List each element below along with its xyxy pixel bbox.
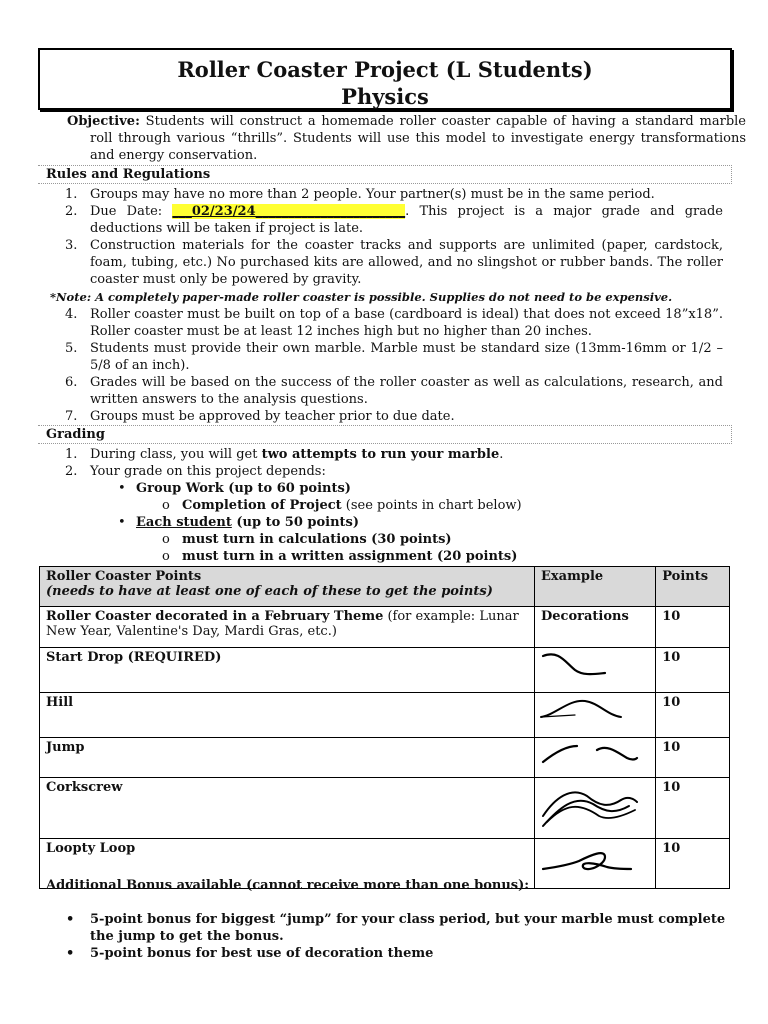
list-item: 7. Groups must be approved by teacher prior to due date. <box>65 408 723 425</box>
jump-sketch-icon <box>535 738 642 773</box>
bullet-icon: • <box>66 946 75 961</box>
circle-bullet-icon: o <box>162 549 170 564</box>
due-date-value: ___02/23/24_______________________ <box>172 204 406 219</box>
title-box <box>38 48 732 110</box>
rule-1: Groups may have no more than 2 people. Your partner(s) must be in the same period. <box>90 187 655 202</box>
bonus-item <box>66 911 726 945</box>
objective-paragraph <box>67 113 746 164</box>
row-points: 10 <box>662 841 681 856</box>
list-item: 3. Construction materials for the coaster tracks and supports are unlimited (paper, cardstock, foam, tubing, etc.) No purchased kits are allowed, and no slingshot or rubber bands. The roller coaster must only be powered by gravity. <box>65 238 723 287</box>
written-text: must turn in a written assignment (20 points) <box>182 549 518 564</box>
circle-bullet-icon: o <box>162 532 170 547</box>
row-points: 10 <box>662 780 681 795</box>
table-row <box>40 778 730 839</box>
page-subtitle: Physics <box>341 84 429 109</box>
header-criteria: Roller Coaster Points (needs to have at least one of each of these to get the points) <box>40 567 535 607</box>
table-row <box>40 693 730 738</box>
hill-sketch-icon <box>535 693 642 733</box>
row-name: Roller Coaster decorated in a February Theme <box>46 609 384 624</box>
bonus-heading: Additional Bonus available (cannot receive more than one bonus): <box>46 878 530 893</box>
grading-1-pre: During class, you will get <box>90 447 262 462</box>
calculations-item <box>162 531 452 548</box>
completion-item <box>162 497 522 514</box>
written-item <box>162 548 517 565</box>
row-name: Hill <box>46 695 74 710</box>
table-row <box>40 648 730 693</box>
grading-1-bold: two attempts to run your marble <box>261 447 500 462</box>
due-date-label: Due Date: <box>90 204 163 219</box>
bonus-2-text: 5-point bonus for best use of decoration theme <box>90 946 434 961</box>
rule-3: Construction materials for the coaster tracks and supports are unlimited (paper, cardstock, foam, tubing, etc.) No purchased kits are allowed, and no slingshot or rubber bands. The roller coaster must only be powered by gravity. <box>90 238 723 287</box>
list-item: 1. Groups may have no more than 2 people. Your partner(s) must be in the same period. <box>65 186 723 203</box>
row-name: Loopty Loop <box>46 841 136 856</box>
circle-bullet-icon: o <box>162 498 170 513</box>
grading-list <box>65 446 723 480</box>
rule-2: Due Date: ___02/23/24_______________________. This project is a major grade and grade deductions will be taken if project is late. <box>90 204 724 236</box>
grading-1-post: . <box>499 447 504 462</box>
completion-bold: Completion of Project <box>182 498 342 513</box>
each-student-rest: (up to 50 points) <box>231 515 360 530</box>
corkscrew-sketch-icon <box>535 778 642 834</box>
bonus-1-text: 5-point bonus for biggest “jump” for your class period, but your marble must complete the jump to get the bonus. <box>90 912 726 944</box>
group-work-item <box>118 480 351 497</box>
grading-heading: Grading <box>38 425 732 444</box>
bullet-icon: • <box>66 912 75 927</box>
rules-list <box>65 186 723 288</box>
note-text: *Note: A completely paper-made roller coaster is possible. Supplies do not need to be expensive. <box>50 290 673 304</box>
points-table <box>39 566 730 889</box>
bonus-item <box>66 945 726 962</box>
table-row <box>40 738 730 778</box>
row-example: Decorations <box>541 609 629 624</box>
bullet-icon: • <box>118 481 126 496</box>
list-item: 2. Due Date: ___02/23/24_______________________. This project is a major grade and grade deductions will be taken if project is late. <box>65 204 724 236</box>
header-example: Example <box>535 567 656 607</box>
row-points: 10 <box>662 695 681 710</box>
list-item: 1. During class, you will get two attempts to run your marble. <box>65 447 504 462</box>
rule-5: Students must provide their own marble. Marble must be standard size (13mm-16mm or 1/2 – 5/8 of an inch). <box>90 341 723 373</box>
table-header-row <box>40 567 730 607</box>
group-work-text: Group Work (up to 60 points) <box>136 481 351 496</box>
grading-2: Your grade on this project depends: <box>90 464 326 479</box>
list-item: 4. Roller coaster must be built on top of a base (cardboard is ideal) that does not exceed 18”x18”. Roller coaster must be at least 12 inches high but no higher than 20 inches. <box>65 307 723 339</box>
page-title: Roller Coaster Project (L Students) <box>177 57 593 82</box>
bullet-icon: • <box>118 515 126 530</box>
completion-rest: (see points in chart below) <box>341 498 522 513</box>
header-points: Points <box>656 567 730 607</box>
row-points: 10 <box>662 609 681 624</box>
list-item: 2. Your grade on this project depends: <box>65 463 723 480</box>
row-name: Jump <box>46 740 85 755</box>
rule-7: Groups must be approved by teacher prior to due date. <box>90 409 455 424</box>
row-name: Corkscrew <box>46 780 123 795</box>
row-name: Start Drop (REQUIRED) <box>46 650 222 665</box>
start-drop-sketch-icon <box>535 648 642 688</box>
rules-list-continued <box>65 306 723 425</box>
objective-label: Objective: <box>67 114 140 129</box>
row-points: 10 <box>662 650 681 665</box>
loop-sketch-icon <box>535 839 642 884</box>
rule-4: Roller coaster must be built on top of a base (cardboard is ideal) that does not exceed 18”x18”. Roller coaster must be at least 12 inches high but no higher than 20 inches. <box>90 307 723 339</box>
row-points: 10 <box>662 740 681 755</box>
objective-text: Students will construct a homemade roller coaster capable of having a standard marble roll through various “thrills”. Students will use this model to investigate energy transformations and energy conservation. <box>90 114 746 163</box>
list-item: 6. Grades will be based on the success of the roller coaster as well as calculations, research, and written answers to the analysis questions. <box>65 375 723 407</box>
each-student-underlined: Each student <box>136 515 232 530</box>
table-row: Roller Coaster decorated in a February Theme (for example: Lunar New Year, Valentine's Day, Mardi Gras, etc.) Decorations 10 <box>40 607 730 648</box>
list-item: 5. Students must provide their own marble. Marble must be standard size (13mm-16mm or 1/2 – 5/8 of an inch). <box>65 341 723 373</box>
rules-heading: Rules and Regulations <box>38 165 732 184</box>
rule-6: Grades will be based on the success of the roller coaster as well as calculations, research, and written answers to the analysis questions. <box>90 375 723 407</box>
calculations-text: must turn in calculations (30 points) <box>182 532 452 547</box>
each-student-item <box>118 514 359 531</box>
rule-2-text: This project is a major grade and grade deductions will be taken if project is late. <box>90 204 724 236</box>
